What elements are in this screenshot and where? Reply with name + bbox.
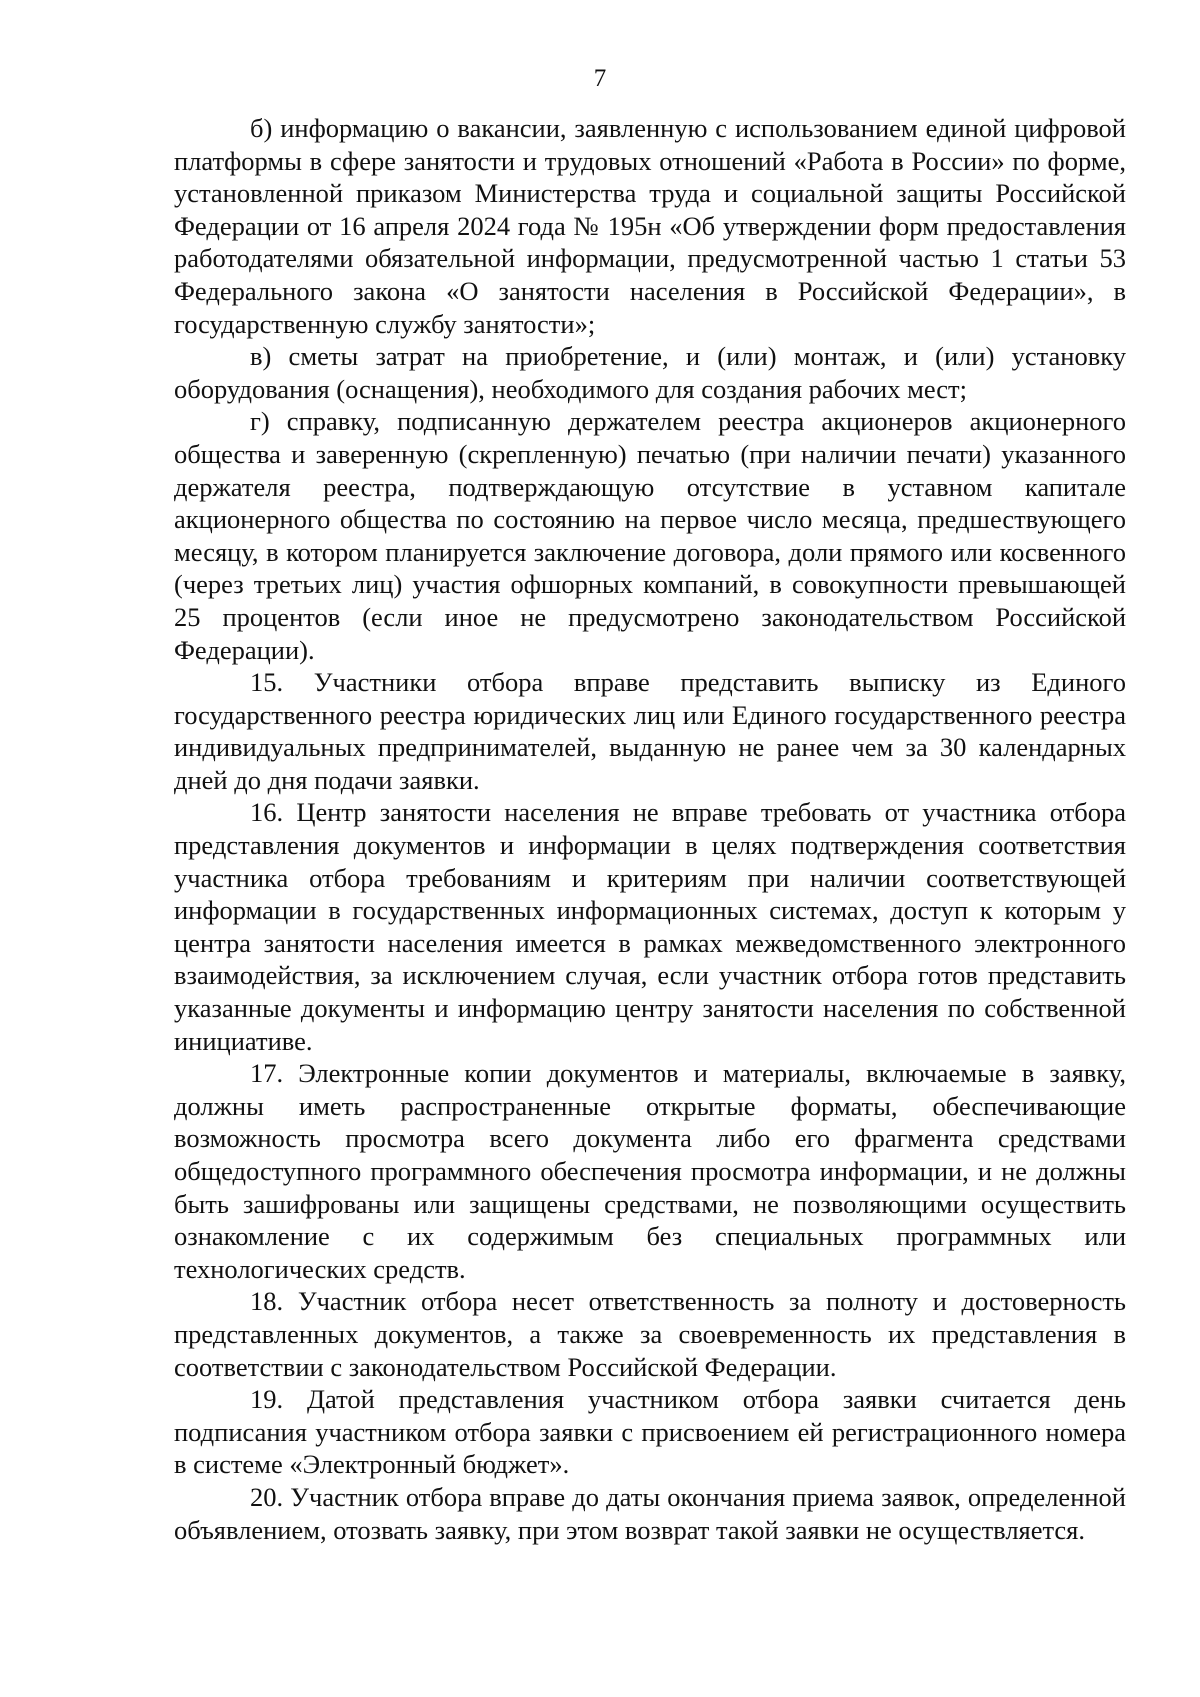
document-body — [174, 112, 1126, 1546]
paragraph-16-employment-center: 16. Центр занятости населения не вправе требовать от участника отбора представления документов и информации в целях подтверждения соответствия участника отбора требованиям и критериям при наличии соответствующей информации в государственных информационных системах, доступ к которым у центра занятости населения имеется в рамках межведомственного электронного взаимодействия, за исключением случая, если участник отбора готов представить указанные документы и информацию центру занятости населения по собственной инициативе. — [174, 797, 1126, 1056]
paragraph-18-responsibility: 18. Участник отбора несет ответственность за полноту и достоверность представленных документов, а также за своевременность их представления в соответствии с законодательством Российской Федерации. — [174, 1286, 1126, 1382]
paragraph-v-cost-estimates: в) сметы затрат на приобретение, и (или) монтаж, и (или) установку оборудования (оснащения), необходимого для создания рабочих мест; — [174, 341, 1126, 404]
paragraph-17-electronic-copies: 17. Электронные копии документов и материалы, включаемые в заявку, должны иметь распространенные открытые форматы, обеспечивающие возможность просмотра всего документа либо его фрагмента средствами общедоступного программного обеспечения просмотра информации, и не должны быть зашифрованы или защищены средствами, не позволяющими осуществить ознакомление с их содержимым без специальных программных или технологических средств. — [174, 1058, 1126, 1284]
paragraph-b-vacancy-info: б) информацию о вакансии, заявленную с использованием единой цифровой платформы в сфере занятости и трудовых отношений «Работа в России» по форме, установленной приказом Министерства труда и социальной защиты Российской Федерации от 16 апреля 2024 года № 195н «Об утверждении форм предоставления работодателями обязательной информации, предусмотренной частью 1 статьи 53 Федерального закона «О занятости населения в Российской Федерации», в государственную службу занятости»; — [174, 113, 1126, 339]
page-number: 7 — [593, 65, 607, 92]
paragraph-20-withdrawal: 20. Участник отбора вправе до даты окончания приема заявок, определенной объявлением, отозвать заявку, при этом возврат такой заявки не осуществляется. — [174, 1481, 1126, 1545]
paragraph-g-registry-certificate: г) справку, подписанную держателем реестра акционеров акционерного общества и заверенную (скрепленную) печатью (при наличии печати) указанного держателя реестра, подтверждающую отсутствие в уставном капитале акционерного общества по состоянию на первое число месяца, предшествующего месяцу, в котором планируется заключение договора, доли прямого или косвенного (через третьих лиц) участия офшорных компаний, в совокупности превышающей 25 процентов (если иное не предусмотрено законодательством Российской Федерации). — [174, 406, 1126, 665]
paragraph-19-submission-date: 19. Датой представления участником отбора заявки считается день подписания участником отбора заявки с присвоением ей регистрационного номера в системе «Электронный бюджет». — [174, 1384, 1126, 1480]
paragraph-15-registry-extract: 15. Участники отбора вправе представить выписку из Единого государственного реестра юридических лиц или Единого государственного реестра индивидуальных предпринимателей, выданную не ранее чем за 30 календарных дней до дня подачи заявки. — [174, 667, 1126, 795]
